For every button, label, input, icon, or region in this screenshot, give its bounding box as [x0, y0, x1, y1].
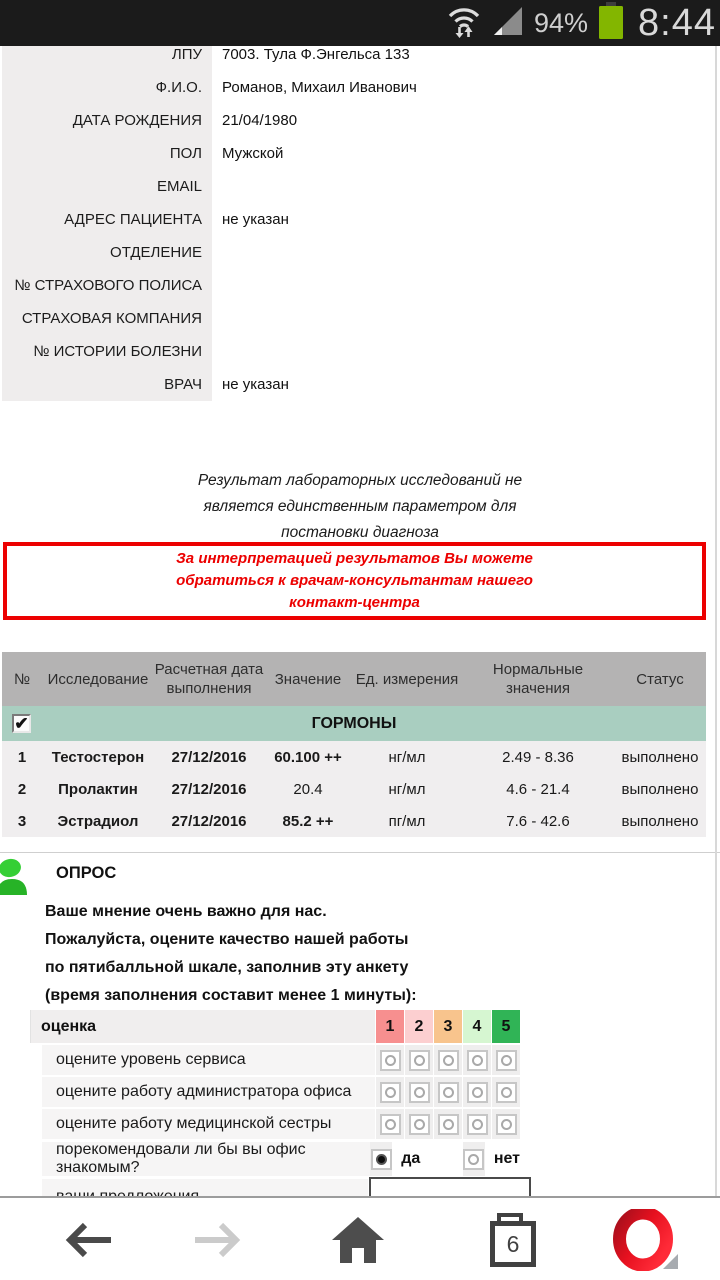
browser-navbar — [0, 1196, 720, 1280]
patient-row — [2, 269, 718, 302]
person-icon — [0, 857, 33, 902]
survey-intro-text: Ваше мнение очень важно для нас. Пожалуйста, оцените качество нашей работы по пятибалльной шкале, заполнив эту анкету (время заполнения составит менее 1 минуты): — [45, 903, 417, 1004]
radio-q1-1[interactable] — [375, 1045, 404, 1075]
group-label: ГОРМОНЫ — [311, 714, 397, 732]
scale-cell-2: 2 — [404, 1010, 433, 1043]
no-label: нет — [493, 1150, 521, 1167]
field-value: не указан — [222, 376, 289, 393]
field-label: АДРЕС ПАЦИЕНТА — [2, 203, 212, 236]
table-row: 3 Эстрадиол 27/12/2016 85.2 ++ пг/мл 7.6 - 42.6 выполнено — [2, 805, 706, 837]
battery-icon — [598, 2, 624, 45]
field-label: СТРАХОВАЯ КОМПАНИЯ — [2, 302, 212, 335]
radio-q2-5[interactable] — [491, 1077, 520, 1107]
forward-button[interactable] — [190, 1198, 246, 1280]
question-label: оцените работу медицинской сестры — [42, 1109, 375, 1139]
clock: 8:44 — [638, 1, 716, 44]
col-header-status: Статус — [636, 670, 684, 688]
patient-row — [2, 104, 718, 137]
patient-row — [2, 137, 718, 170]
table-row: 2 Пролактин 27/12/2016 20.4 нг/мл 4.6 - 21.4 выполнено — [2, 773, 706, 805]
result-value: 20.4 — [293, 780, 323, 798]
survey-question-row — [42, 1109, 520, 1139]
field-value: не указан — [222, 211, 289, 228]
back-button[interactable] — [60, 1198, 116, 1280]
forward-arrow-icon — [193, 1222, 243, 1258]
field-label: Ф.И.О. — [2, 71, 212, 104]
scale-cell-5: 5 — [491, 1010, 520, 1043]
radio-q2-1[interactable] — [375, 1077, 404, 1107]
tabs-button[interactable] — [487, 1198, 539, 1280]
col-header-num: № — [13, 670, 31, 688]
patient-row — [2, 236, 718, 269]
lab-disclaimer-text: Результат лабораторных исследований не является единственным параметром для постановки диагноза — [197, 472, 523, 541]
opera-logo-icon — [613, 1209, 681, 1271]
col-header-value: Значение — [274, 670, 342, 688]
yes-label: да — [401, 1150, 421, 1167]
group-row-hormones — [2, 706, 706, 741]
radio-q1-2[interactable] — [404, 1045, 433, 1075]
survey-question-row — [42, 1077, 520, 1107]
field-label: ЛПУ — [2, 38, 212, 71]
field-label: ПОЛ — [2, 137, 212, 170]
results-table-header — [2, 652, 706, 706]
wifi-updown-icon — [446, 3, 482, 44]
survey-section-header — [0, 852, 720, 896]
page-edge-line — [715, 46, 717, 1196]
status-text: выполнено — [621, 748, 699, 766]
patient-row — [2, 71, 718, 104]
col-header-date: Расчетная дата выполнения — [154, 661, 264, 697]
radio-q1-4[interactable] — [462, 1045, 491, 1075]
scale-cell-1: 1 — [375, 1010, 404, 1043]
back-arrow-icon — [63, 1222, 113, 1258]
radio-q3-5[interactable] — [491, 1109, 520, 1139]
home-icon — [330, 1216, 386, 1264]
results-table — [2, 652, 706, 837]
result-value: 60.100 ++ — [274, 748, 342, 766]
status-bar — [0, 0, 720, 46]
field-label: ВРАЧ — [2, 368, 212, 401]
col-header-test: Исследование — [47, 670, 149, 688]
radio-q2-2[interactable] — [404, 1077, 433, 1107]
group-checkbox[interactable]: ✔ — [12, 714, 31, 733]
field-label: № СТРАХОВОГО ПОЛИСА — [2, 269, 212, 302]
rating-scale-header — [30, 1010, 520, 1043]
scale-cell-4: 4 — [462, 1010, 491, 1043]
radio-no[interactable] — [463, 1142, 485, 1176]
field-value: Романов, Михаил Иванович — [222, 79, 417, 96]
consult-warning-box: За интерпретацией результатов Вы можете обратиться к врачам-консультантам нашего контакт-центра — [3, 542, 706, 620]
opera-menu-button[interactable] — [612, 1198, 682, 1280]
scale-cell-3: 3 — [433, 1010, 462, 1043]
field-label: ДАТА РОЖДЕНИЯ — [2, 104, 212, 137]
radio-q3-3[interactable] — [433, 1109, 462, 1139]
patient-row — [2, 335, 718, 368]
battery-percent: 94% — [533, 7, 589, 38]
tab-count: 6 — [490, 1221, 536, 1267]
status-text: выполнено — [621, 780, 699, 798]
question-label: оцените работу администратора офиса — [42, 1077, 375, 1107]
question-label: оцените уровень сервиса — [42, 1045, 375, 1075]
field-value: 7003. Тула Ф.Энгельса 133 — [222, 46, 410, 63]
radio-q1-5[interactable] — [491, 1045, 520, 1075]
status-text: выполнено — [621, 812, 699, 830]
field-value: 21/04/1980 — [222, 112, 298, 129]
signal-triangle-icon — [492, 5, 524, 42]
home-button[interactable] — [328, 1198, 388, 1280]
radio-q2-3[interactable] — [433, 1077, 462, 1107]
field-label: ОТДЕЛЕНИЕ — [2, 236, 212, 269]
survey-question-row — [42, 1045, 520, 1075]
field-value: Мужской — [222, 145, 284, 162]
table-row: 1 Тестостерон 27/12/2016 60.100 ++ нг/мл 2.49 - 8.36 выполнено — [2, 741, 706, 773]
patient-row — [2, 170, 718, 203]
radio-q1-3[interactable] — [433, 1045, 462, 1075]
result-value: 85.2 ++ — [282, 812, 334, 830]
field-label: № ИСТОРИИ БОЛЕЗНИ — [2, 335, 212, 368]
radio-yes[interactable] — [370, 1142, 392, 1176]
survey-title: ОПРОС — [56, 864, 117, 882]
patient-row — [2, 203, 718, 236]
radio-q2-4[interactable] — [462, 1077, 491, 1107]
recommend-row — [42, 1142, 520, 1176]
field-label: EMAIL — [2, 170, 212, 203]
scale-header-label: оценка — [31, 1010, 375, 1043]
tabs-icon — [490, 1213, 536, 1267]
radio-q3-2[interactable] — [404, 1109, 433, 1139]
patient-row — [2, 302, 718, 335]
col-header-normal: Нормальные значения — [492, 661, 584, 697]
question-label: порекомендовали ли бы вы офис знакомым? — [42, 1142, 370, 1176]
col-header-unit: Ед. измерения — [355, 670, 459, 688]
radio-q3-1[interactable] — [375, 1109, 404, 1139]
radio-q3-4[interactable] — [462, 1109, 491, 1139]
patient-info-table — [2, 38, 718, 401]
patient-row — [2, 368, 718, 401]
